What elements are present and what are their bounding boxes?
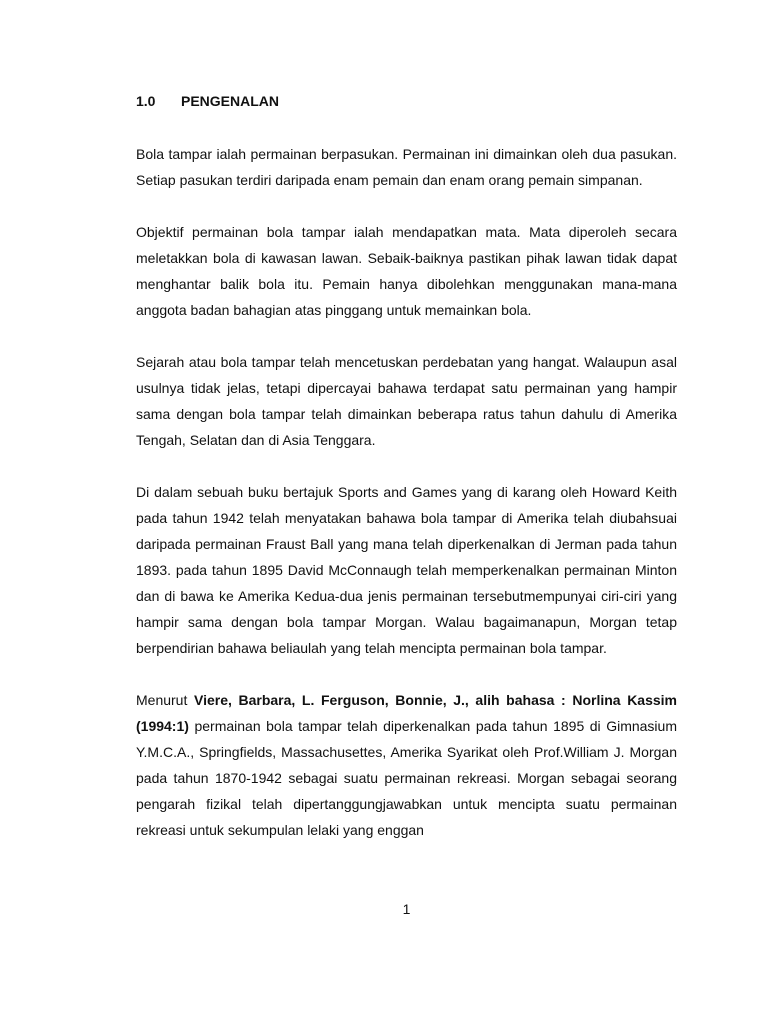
page-number: 1: [402, 901, 411, 917]
citation: Viere, Barbara, L. Ferguson, Bonnie, J., alih bahasa : Norlina Kassim (1994:1): [136, 692, 677, 734]
paragraph-4: Di dalam sebuah buku bertajuk Sports and Games yang di karang oleh Howard Keith pada tahun 1942 telah menyatakan bahawa bola tampar di Amerika telah diubahsuai daripada permainan Fraust Ball yang mana telah diperkenalkan di Jerman pada tahun 1893. pada tahun 1895 David McConnaugh telah memperkenalkan permainan Minton dan di bawa ke Amerika Kedua-dua jenis permainan tersebutmempunyai ciri-ciri yang hampir sama dengan bola tampar Morgan. Walau bagaimanapun, Morgan tetap berpendirian bahawa beliaulah yang telah mencipta permainan bola tampar.: [136, 484, 677, 656]
paragraph-5-intro: Menurut: [136, 692, 194, 708]
paragraph-5-body: permainan bola tampar telah diperkenalkan pada tahun 1895 di Gimnasium Y.M.C.A., Springfields, Massachusettes, Amerika Syarikat oleh Prof.William J. Morgan pada tahun 1870-1942 sebagai suatu permainan rekreasi. Morgan sebagai seorang pengarah fizikal telah dipertanggungjawabkan untuk mencipta suatu permainan rekreasi untuk sekumpulan lelaki yang enggan: [136, 718, 677, 838]
paragraph-3: Sejarah atau bola tampar telah mencetuskan perdebatan yang hangat. Walaupun asal usulnya tidak jelas, tetapi dipercayai bahawa terdapat satu permainan yang hampir sama dengan bola tampar telah dimainkan beberapa ratus tahun dahulu di Amerika Tengah, Selatan dan di Asia Tenggara.: [136, 354, 677, 448]
document-page: [136, 91, 677, 869]
section-heading: [136, 91, 677, 111]
section-number: 1.0: [136, 93, 156, 109]
paragraph-1: Bola tampar ialah permainan berpasukan. Permainan ini dimainkan oleh dua pasukan. Setiap pasukan terdiri daripada enam pemain dan enam orang pemain simpanan.: [136, 146, 677, 188]
paragraph-5: [136, 687, 677, 843]
paragraph-2: Objektif permainan bola tampar ialah mendapatkan mata. Mata diperoleh secara meletakkan bola di kawasan lawan. Sebaik-baiknya pastikan pihak lawan tidak dapat menghantar balik bola itu. Pemain hanya dibolehkan menggunakan mana-mana anggota badan bahagian atas pinggang untuk memainkan bola.: [136, 224, 677, 318]
section-title: PENGENALAN: [181, 93, 280, 109]
